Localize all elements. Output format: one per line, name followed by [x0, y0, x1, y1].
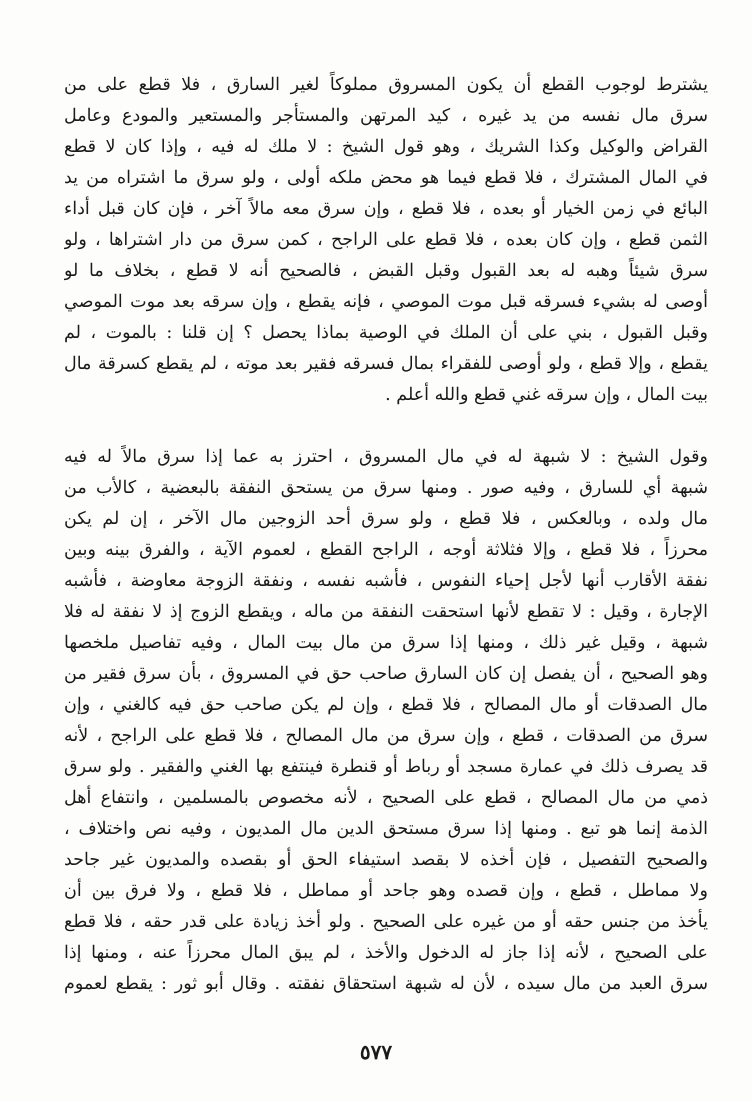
text-line: ولا مماطل ، قطع ، وإن قصده وهو جاحد أو مماطل ، فلا قطع ، ولا فرق بين أن	[64, 881, 708, 901]
text-line: والصحيح التفصيل ، فإن أخذه لا بقصد استيفاء الحق أو بقصده والمديون غير جاحد	[64, 850, 708, 870]
text-line: أوصى له بشيء فسرقه قبل موت الموصي ، فإنه يقطع ، وإن سرقه بعد موت الموصي	[64, 292, 708, 312]
text-line: نفقة الأقارب أنها لأجل إحياء النفوس ، فأشبه نفسه ، ونفقة الزوجة معاوضة ، فأشبه	[64, 571, 708, 591]
paragraph-2	[64, 442, 708, 1000]
page-number: ٥٧٧	[359, 1040, 393, 1064]
text-line: سرق مال نفسه من يد غيره ، كيد المرتهن والمستأجر والمستعير والمودع وعامل	[64, 106, 708, 126]
text-line: الإجارة ، وقيل : لا تقطع لأنها استحقت النفقة من ماله ، ويقطع الزوج إذ لا نفقة له فلا	[64, 602, 708, 622]
text-line: سرق شيئاً وهبه له بعد القبول وقبل القبض ، فالصحيح أنه لا قطع ، بخلاف ما لو	[64, 261, 708, 281]
paragraph-1	[64, 70, 708, 411]
text-line: في المال المشترك ، فلا قطع فيما هو محض ملكه أولى ، ولو سرق ما اشتراه من يد	[64, 168, 708, 188]
text-line: مال الصدقات أو مال المصالح ، فلا قطع ، وإن لم يكن صاحب حق فيه كالغني ، وإن	[64, 695, 708, 715]
text-line: يأخذ من جنس حقه أو من غيره على الصحيح . ولو أخذ زيادة على قدر حقه ، فلا قطع	[64, 912, 708, 932]
text-line: القراض والوكيل وكذا الشريك ، وهو قول الشيخ : لا ملك له فيه ، وإذا كان لا قطع	[64, 137, 708, 157]
text-line: على الصحيح ، لأنه إذا جاز له الدخول والأخذ ، لم يبق المال محرزاً عنه ، ومنها إذا	[64, 943, 708, 963]
text-line: الذمة إنما هو تبع . ومنها إذا سرق مستحق الدين مال المديون ، وفيه نص واختلاف ،	[64, 819, 708, 839]
text-line: سرق من الصدقات ، قطع ، وإن سرق من مال المصالح ، فلا قطع على الراجح ، لأنه	[64, 726, 708, 746]
text-line: البائع في زمن الخيار أو بعده ، فلا قطع ، وإن سرق معه مالاً آخر ، فإن كان قبل أداء	[64, 199, 708, 219]
text-line: وقبل القبول ، بني على أن الملك في الوصية بماذا يحصل ؟ إن قلنا : بالموت ، لم	[64, 323, 708, 343]
text-line: وقول الشيخ : لا شبهة له في مال المسروق ، احترز به عما إذا سرق مالاً له فيه	[64, 447, 708, 467]
text-line: قد يصرف ذلك في عمارة مسجد أو رباط أو قنطرة فينتفع بها الغني والفقير . ولو سرق	[64, 757, 708, 777]
text-line: شبهة ، وقيل غير ذلك ، ومنها إذا سرق من مال بيت المال ، وفيه تفاصيل ملخصها	[64, 633, 708, 653]
text-line: ذمي من مال المصالح ، قطع على الصحيح ، لأنه مخصوص بالمسلمين ، وانتفاع أهل	[64, 788, 708, 808]
text-line: شبهة أي للسارق ، وفيه صور . ومنها سرق من يستحق النفقة بالبعضية ، كالأب من	[64, 478, 708, 498]
text-line: سرق العبد من مال سيده ، لأن له شبهة استحقاق نفقته . وقال أبو ثور : يقطع لعموم	[64, 974, 708, 994]
text-line: محرزاً ، فلا قطع ، وإلا فثلاثة أوجه ، الراجح القطع ، لعموم الآية ، والفرق بينه وبين	[64, 540, 708, 560]
text-line: يقطع ، وإلا قطع ، ولو أوصى للفقراء بمال فسرقه فقير بعد موته ، لم يقطع كسرقة مال	[64, 354, 708, 374]
text-line: يشترط لوجوب القطع أن يكون المسروق مملوكاً لغير السارق ، فلا قطع على من	[64, 75, 708, 95]
text-line: وهو الصحيح ، أن يفصل إن كان السارق صاحب حق في المسروق ، بأن سرق فقير من	[64, 664, 708, 684]
text-line: مال ولده ، وبالعكس ، فلا قطع ، ولو سرق أحد الزوجين مال الآخر ، إن لم يكن	[64, 509, 708, 529]
text-line: بيت المال ، وإن سرقه غني قطع والله أعلم .	[385, 385, 708, 405]
text-line: الثمن قطع ، وإن كان بعده ، فلا قطع على الراجح ، كمن سرق من دار اشتراها ، ولو	[64, 230, 708, 250]
